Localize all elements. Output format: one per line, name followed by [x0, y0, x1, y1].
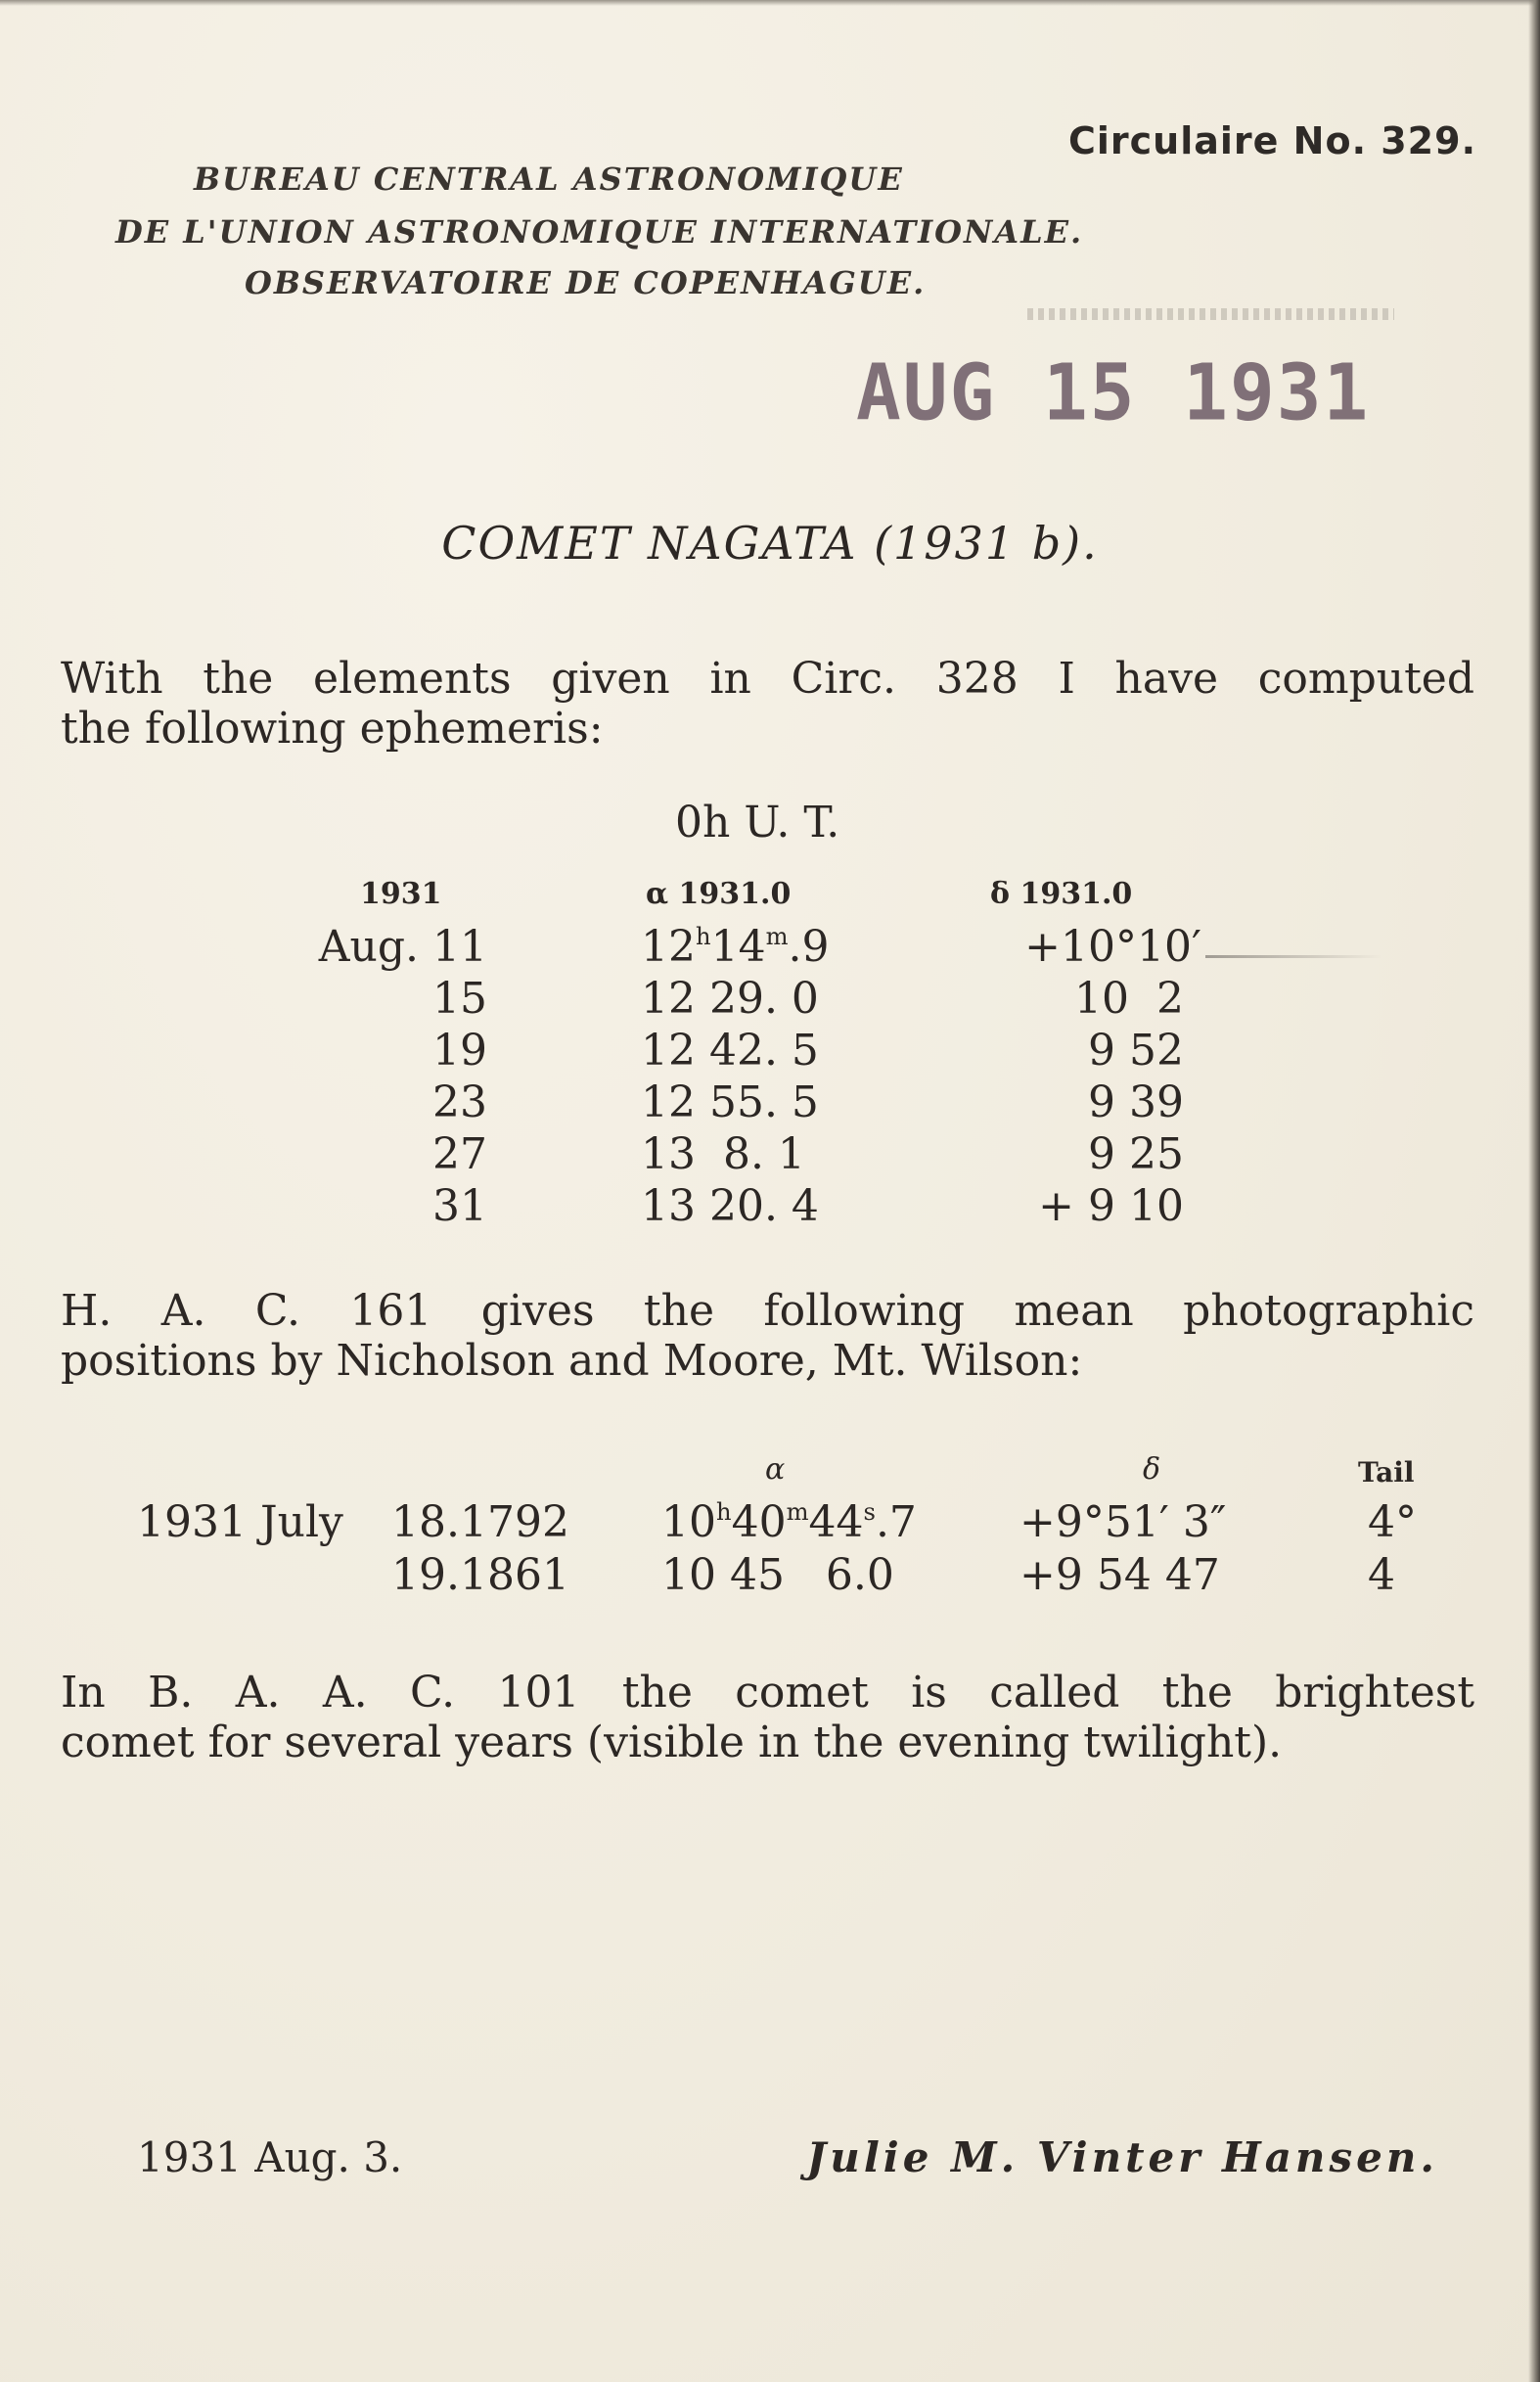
- pos-alpha: 10$^h$40$^m$44$^s$.7: [661, 1497, 917, 1547]
- issue-date: 1931 Aug. 3.: [137, 2133, 403, 2181]
- paper-edge-top: [0, 0, 1540, 6]
- intro-line-2: the following ephemeris:: [61, 704, 604, 754]
- eph-alpha: 12 55. 5: [641, 1077, 819, 1127]
- eph-alpha: 12 29. 0: [641, 974, 819, 1024]
- ink-stroke: [1205, 955, 1381, 958]
- page-title: COMET NAGATA (1931 b).: [441, 517, 1099, 570]
- eph-delta: 10 2: [1074, 974, 1184, 1024]
- eph-date: 27: [432, 1129, 487, 1179]
- paper-edge-right: [1528, 0, 1540, 2382]
- eph-date: 19: [432, 1026, 487, 1076]
- eph-date: 15: [432, 974, 487, 1024]
- circular-number: Circulaire No. 329.: [1068, 119, 1476, 162]
- eph-delta: 9 39: [1088, 1077, 1184, 1127]
- eph-alpha: 12 42. 5: [641, 1026, 819, 1076]
- signature: Julie M. Vinter Hansen.: [806, 2133, 1438, 2181]
- ephemeris-col-alpha: α 1931.0: [646, 877, 792, 911]
- pos-tail: 4: [1368, 1550, 1395, 1600]
- ephemeris-col-date: 1931: [360, 877, 442, 911]
- ephemeris-epoch: 0h U. T.: [675, 798, 840, 847]
- positions-col-delta: δ: [1143, 1452, 1161, 1487]
- positions-paragraph: [61, 1286, 1474, 1386]
- pos-date: 18.1792: [391, 1497, 569, 1547]
- pos-date: 19.1861: [391, 1550, 569, 1600]
- eph-delta: 9 52: [1088, 1026, 1184, 1076]
- positions-line-2: positions by Nicholson and Moore, Mt. Wilson:: [61, 1336, 1083, 1386]
- bureau-line-2: DE L'UNION ASTRONOMIQUE INTERNATIONALE.: [115, 213, 1084, 251]
- positions-col-tail: Tail: [1358, 1456, 1415, 1489]
- pos-delta: +9°51′ 3″: [1019, 1497, 1227, 1547]
- positions-col-alpha: α: [765, 1452, 786, 1487]
- pos-label: 1931 July: [137, 1497, 343, 1547]
- eph-date: Aug. 11: [318, 922, 487, 972]
- pos-delta: +9 54 47: [1019, 1550, 1220, 1600]
- pos-alpha: 10 45 6.0: [661, 1550, 894, 1600]
- eph-alpha: 13 20. 4: [641, 1181, 819, 1231]
- closing-line-2: comet for several years (visible in the evening twilight).: [61, 1718, 1283, 1767]
- ephemeris-col-delta: δ 1931.0: [990, 877, 1133, 911]
- eph-date: 23: [432, 1077, 487, 1127]
- eph-date: 31: [432, 1181, 487, 1231]
- stamp-smudge: [1027, 308, 1394, 320]
- received-date-stamp: AUG 15 1931: [856, 345, 1371, 438]
- bureau-line-1: BUREAU CENTRAL ASTRONOMIQUE: [194, 160, 904, 198]
- closing-paragraph: [61, 1668, 1474, 1767]
- positions-line-1: H. A. C. 161 gives the following mean photographic: [61, 1286, 1474, 1336]
- eph-delta: + 9 10: [1038, 1181, 1184, 1231]
- intro-line-1: With the elements given in Circ. 328 I have computed: [61, 654, 1474, 704]
- intro-paragraph: [61, 654, 1474, 754]
- eph-delta: 9 25: [1088, 1129, 1184, 1179]
- eph-delta: +10°10′: [1024, 922, 1201, 972]
- closing-line-1: In B. A. A. C. 101 the comet is called the brightest: [61, 1668, 1474, 1718]
- eph-alpha: 13 8. 1: [641, 1129, 805, 1179]
- eph-alpha: 12$^h$14$^m$.9: [641, 922, 830, 972]
- pos-tail: 4°: [1368, 1497, 1417, 1547]
- bureau-line-3: OBSERVATOIRE DE COPENHAGUE.: [245, 264, 927, 301]
